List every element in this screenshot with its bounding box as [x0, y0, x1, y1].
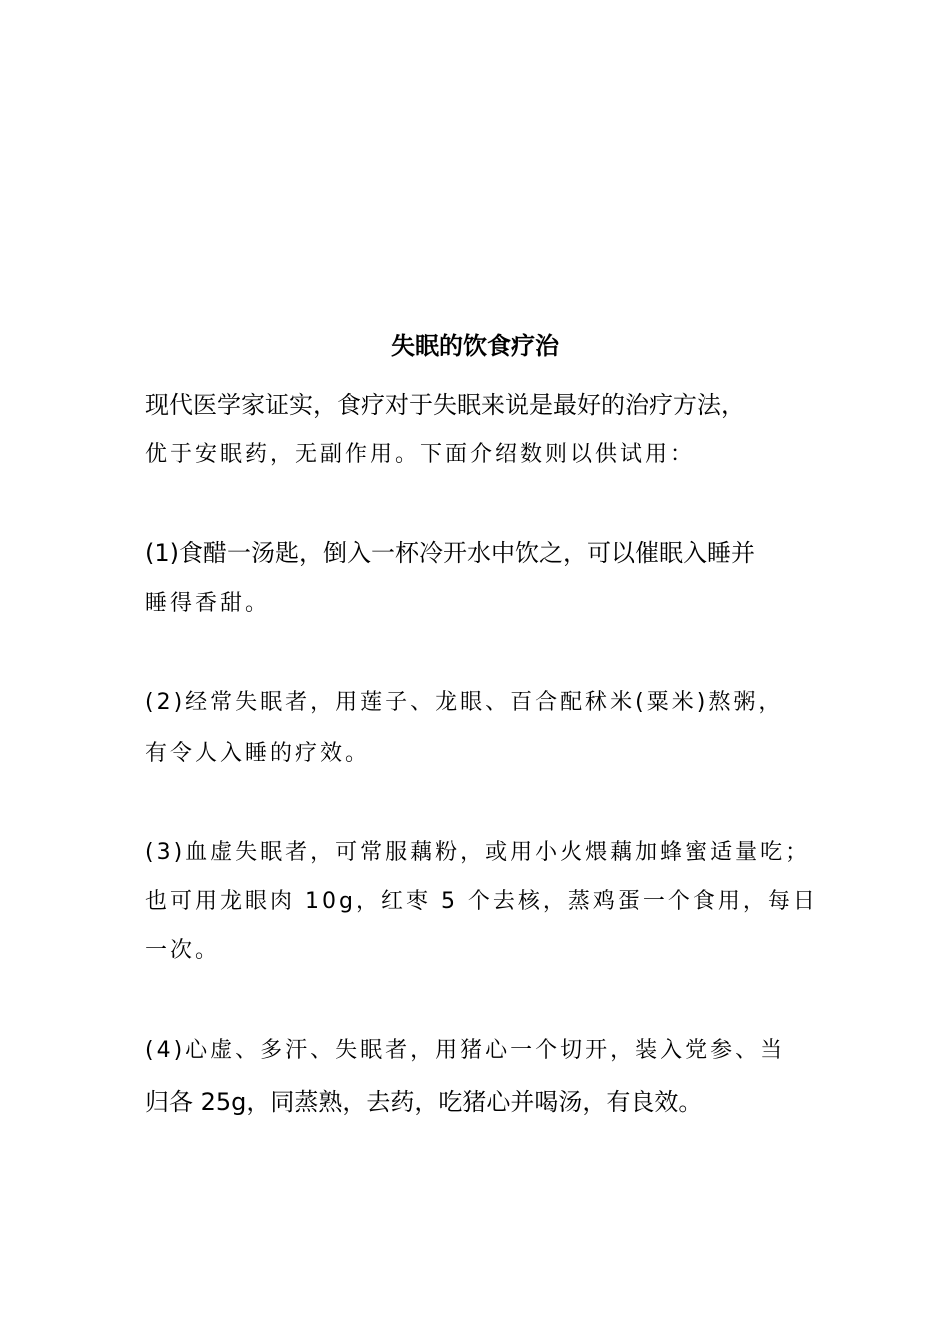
item-4-line-2: 归各 25g，同蒸熟，去药，吃猪心并喝汤，有良效。: [145, 1088, 703, 1116]
intro-line-2: 优于安眠药，无副作用。下面介绍数则以供试用：: [145, 442, 696, 467]
item-3-line-2: 也可用龙眼肉 10g，红枣 5 个去核，蒸鸡蛋一个食用，每日: [145, 889, 818, 914]
intro-line-1: 现代医学家证实，食疗对于失眠来说是最好的治疗方法，: [145, 391, 745, 419]
item-1-line-2: 睡得香甜。: [145, 591, 271, 616]
item-2-line-1: (2)经常失眠者，用莲子、龙眼、百合配秫米(粟米)熬粥，: [145, 690, 784, 715]
document-title: 失眠的饮食疗治: [391, 332, 559, 360]
item-4-line-1: (4)心虚、多汗、失眠者，用猪心一个切开，装入党参、当: [145, 1038, 786, 1063]
item-3-line-1: (3)血虚失眠者，可常服藕粉，或用小火煨藕加蜂蜜适量吃；: [145, 840, 811, 865]
item-1-line-1: (1)食醋一汤匙，倒入一杯冷开水中饮之，可以催眠入睡并: [145, 539, 755, 567]
item-3-line-3: 一次。: [145, 938, 221, 963]
item-2-line-2: 有令人入睡的疗效。: [145, 741, 371, 766]
